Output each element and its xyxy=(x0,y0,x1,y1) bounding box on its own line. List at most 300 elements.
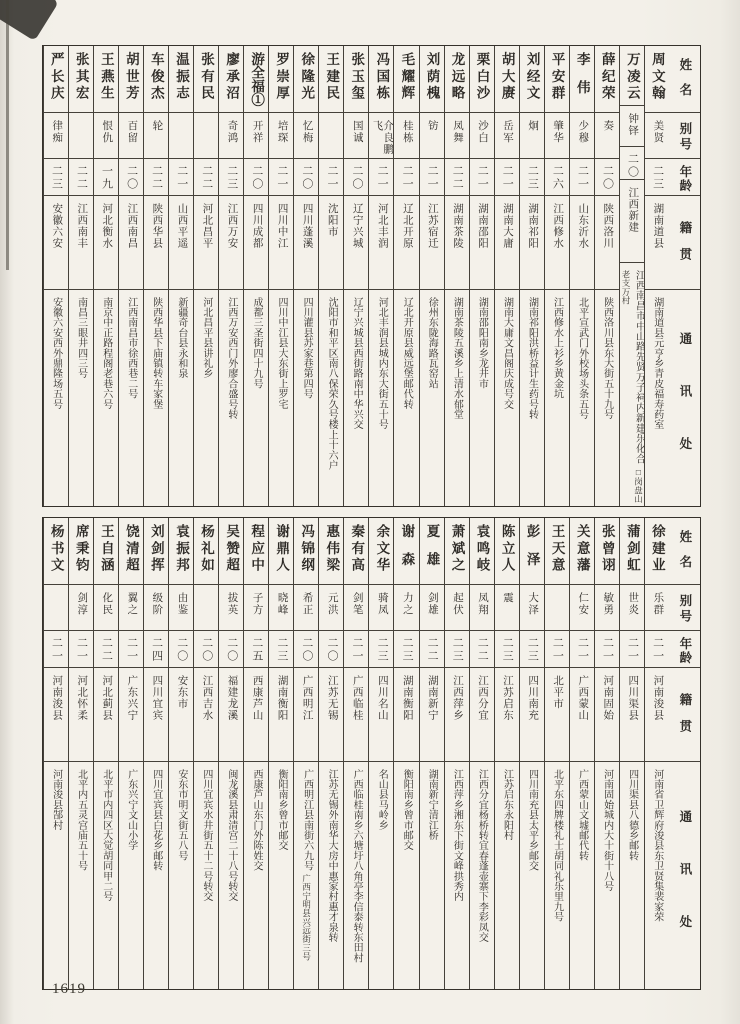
person-name xyxy=(119,518,143,584)
person-name xyxy=(595,518,619,584)
person-alias-text: 介良鹏飞 xyxy=(371,120,394,155)
person-alias xyxy=(520,112,544,158)
person-age xyxy=(169,630,193,667)
person-native-place-text: 西康芦山 xyxy=(251,675,263,721)
person-age-text: 二一 xyxy=(275,165,288,191)
person-native-place-text: 广西蒙山 xyxy=(577,675,589,721)
person-column xyxy=(318,518,343,989)
person-alias xyxy=(369,112,393,158)
person-address-text: 四川中江县大东街上罗宅 xyxy=(276,297,288,410)
person-native-place xyxy=(44,195,68,289)
person-address-text: 徐州东陇海路瓦窑站 xyxy=(426,297,438,389)
person-native-place-text: 湖南茶陵 xyxy=(451,203,463,249)
person-column xyxy=(494,46,519,506)
person-age-text: 二三 xyxy=(376,637,389,663)
person-native-place xyxy=(294,195,318,289)
person-column xyxy=(343,518,368,989)
person-alias xyxy=(219,584,243,630)
person-alias xyxy=(69,584,93,630)
table-header-column xyxy=(669,46,700,506)
person-column xyxy=(168,46,193,506)
person-alias xyxy=(495,584,519,630)
person-alias xyxy=(294,112,318,158)
person-native-place xyxy=(269,667,293,761)
person-address-text: 湖南新宁清江桥 xyxy=(426,769,438,841)
person-native-place-text: 河北昌平 xyxy=(201,203,213,249)
person-address-text: 陕西洛川县东大街五十九号 xyxy=(601,297,613,420)
person-name-text: 温振志 xyxy=(173,52,189,103)
person-column xyxy=(243,46,268,506)
person-age-text: 二二 xyxy=(100,637,113,663)
person-name-text: 谢森 xyxy=(399,524,415,581)
person-age-text: 二一 xyxy=(376,165,389,191)
person-alias xyxy=(44,112,68,158)
person-native-place-text: 河南固始 xyxy=(602,675,614,721)
person-alias xyxy=(420,112,444,158)
person-age xyxy=(344,158,368,195)
person-name xyxy=(69,46,93,112)
person-column xyxy=(143,518,168,989)
person-name-text: 杨书文 xyxy=(48,524,64,575)
person-name xyxy=(94,46,118,112)
person-name xyxy=(470,518,494,584)
person-address xyxy=(645,289,669,506)
person-native-place-text: 河北蓟县 xyxy=(101,675,113,721)
person-native-place xyxy=(495,667,519,761)
person-age-text: 二一 xyxy=(576,165,589,191)
person-address xyxy=(369,289,393,506)
person-address xyxy=(144,289,168,506)
person-age xyxy=(219,158,243,195)
person-address-text: 北平东四牌楼礼士胡同礼乐里九号 xyxy=(551,769,563,922)
person-address xyxy=(269,289,293,506)
person-address xyxy=(495,289,519,506)
person-name xyxy=(144,518,168,584)
person-age xyxy=(645,630,669,667)
person-column xyxy=(594,518,619,989)
person-alias-text: 晓峰 xyxy=(276,592,288,616)
person-alias-text: 大泽 xyxy=(527,592,539,616)
person-age-text: 二一 xyxy=(551,637,564,663)
person-alias xyxy=(545,112,569,158)
person-age-text: 二〇 xyxy=(125,165,138,191)
person-address xyxy=(520,289,544,506)
person-native-place-text: 江苏启东 xyxy=(502,675,514,721)
person-name xyxy=(645,46,669,112)
person-native-place xyxy=(420,667,444,761)
person-native-place xyxy=(445,667,469,761)
person-column xyxy=(43,46,68,506)
person-column xyxy=(419,518,444,989)
person-address-text: 四川南充县太平乡邮交 xyxy=(526,769,538,871)
person-age-text: 二二 xyxy=(476,637,489,663)
person-native-place xyxy=(69,667,93,761)
person-name-text: 袁振邦 xyxy=(173,524,189,575)
person-native-place xyxy=(344,667,368,761)
person-native-place xyxy=(520,667,544,761)
person-name-text: 罗崇厚 xyxy=(274,52,290,103)
person-address-text: 广西临桂南乡六塘圩八角亭李信泰转东田村 xyxy=(351,769,363,963)
person-age xyxy=(244,630,268,667)
person-alias xyxy=(169,584,193,630)
person-age-text: 二二 xyxy=(451,165,464,191)
person-alias-text: 少穆 xyxy=(577,120,589,144)
person-age xyxy=(369,630,393,667)
person-address xyxy=(144,761,168,989)
person-address-text: 安东市明文街五八号 xyxy=(175,769,187,861)
person-alias xyxy=(169,112,193,158)
person-address-text: 江西萍乡湘东下街文峰拱秀内 xyxy=(451,769,463,902)
header-age: 年龄 xyxy=(669,630,700,667)
person-name-text: 刘荫槐 xyxy=(424,52,440,103)
person-native-place-text: 江西万安 xyxy=(226,203,238,249)
person-age xyxy=(570,630,594,667)
person-address xyxy=(269,761,293,989)
person-alias xyxy=(119,584,143,630)
person-name xyxy=(570,46,594,112)
person-address-text: 闽龙溪县肃清宫二十八号转交 xyxy=(225,769,237,902)
person-alias xyxy=(570,112,594,158)
person-age-text: 二〇 xyxy=(601,165,614,191)
person-name-text: 谢鼎人 xyxy=(274,524,290,575)
person-name xyxy=(194,46,218,112)
person-address-secondary: □岗盘山老支万村 xyxy=(620,270,644,504)
person-name xyxy=(319,46,343,112)
person-age-text: 二三 xyxy=(501,637,514,663)
person-column xyxy=(68,518,93,989)
person-address-text: 湖南祁阳洪桥益计生药号转 xyxy=(526,297,538,420)
person-age xyxy=(319,158,343,195)
header-name: 姓名 xyxy=(677,530,692,580)
person-address-text: 西康芦山东门外陈姓交 xyxy=(250,769,262,871)
person-alias-text: 元洪 xyxy=(326,592,338,616)
person-address xyxy=(319,289,343,506)
person-age-text: 二一 xyxy=(626,637,639,663)
person-name xyxy=(144,46,168,112)
person-column xyxy=(268,518,293,989)
person-age xyxy=(470,158,494,195)
person-name xyxy=(620,46,644,105)
person-name-text: 席秉钧 xyxy=(73,524,89,575)
person-name xyxy=(319,518,343,584)
person-age-text: 二一 xyxy=(501,165,514,191)
person-address xyxy=(119,761,143,989)
person-age xyxy=(244,158,268,195)
person-alias xyxy=(244,584,268,630)
person-address-text: 江西南昌市徐西巷二号 xyxy=(125,297,137,399)
person-alias xyxy=(69,112,93,158)
person-alias-text: 百留 xyxy=(126,120,138,144)
person-age-text: 二一 xyxy=(426,165,439,191)
person-alias xyxy=(570,584,594,630)
person-name-text: 余文华 xyxy=(374,524,390,575)
person-name xyxy=(369,46,393,112)
person-native-place-text: 四川名山 xyxy=(376,675,388,721)
person-native-place-text: 陕西洛川 xyxy=(602,203,614,249)
person-alias xyxy=(595,584,619,630)
person-native-place xyxy=(169,195,193,289)
person-address-text: 陕西华县下庙镇转车家堡 xyxy=(150,297,162,410)
person-native-place xyxy=(219,195,243,289)
person-column xyxy=(519,518,544,989)
person-age-text: 二〇 xyxy=(250,165,263,191)
person-name-text: 惠伟梁 xyxy=(324,524,340,575)
person-age xyxy=(44,630,68,667)
person-name xyxy=(219,46,243,112)
person-name xyxy=(445,46,469,112)
person-column xyxy=(519,46,544,506)
person-age xyxy=(520,630,544,667)
person-native-place-text: 四川蓬溪 xyxy=(301,203,313,249)
person-native-place-text: 安徽六安 xyxy=(51,203,63,249)
person-address xyxy=(545,289,569,506)
person-native-place-text: 辽北开原 xyxy=(401,203,413,249)
person-alias xyxy=(394,112,418,158)
person-address-text: 四川渠县八德乡邮转 xyxy=(626,769,638,861)
person-name-text: 王燕生 xyxy=(98,52,114,103)
person-native-place xyxy=(645,195,669,289)
person-age xyxy=(69,158,93,195)
person-alias-text: 震 xyxy=(502,592,514,604)
person-alias xyxy=(445,584,469,630)
person-alias xyxy=(645,584,669,630)
person-age-text: 二一 xyxy=(50,637,63,663)
person-native-place xyxy=(119,195,143,289)
person-name-text: 徐隆光 xyxy=(299,52,315,103)
person-native-place-text: 湖南邵阳 xyxy=(477,203,488,249)
person-native-place-text: 北平市 xyxy=(552,675,564,710)
person-address xyxy=(394,289,418,506)
person-age-text: 二六 xyxy=(551,165,564,191)
person-age xyxy=(595,630,619,667)
person-address xyxy=(94,761,118,989)
person-native-place xyxy=(194,667,218,761)
header-name: 姓名 xyxy=(677,58,692,108)
person-age-text: 二二 xyxy=(426,637,439,663)
person-native-place xyxy=(244,667,268,761)
person-name-text: 吴赞超 xyxy=(224,524,240,575)
person-address-text: 广西明江县南街六九号广西宁明县兴远街三号 xyxy=(301,769,313,961)
person-age-text: 一九 xyxy=(100,165,113,191)
person-address-text: 河北丰润县城内东大街五十号 xyxy=(376,297,388,430)
person-address-text: 南昌三眼井四三号 xyxy=(75,297,87,379)
person-column xyxy=(393,518,418,989)
person-age xyxy=(620,630,644,667)
header-alias: 别号 xyxy=(669,584,700,630)
person-name xyxy=(269,46,293,112)
person-address xyxy=(169,289,193,506)
person-native-place-text: 湖南新宁 xyxy=(426,675,438,721)
person-column xyxy=(293,46,318,506)
person-age-text: 二〇 xyxy=(351,165,364,191)
person-column xyxy=(343,46,368,506)
header-native: 籍贯 xyxy=(669,667,700,761)
person-name xyxy=(570,518,594,584)
person-native-place xyxy=(144,667,168,761)
person-age-text: 二三 xyxy=(401,637,414,663)
person-address-text: 新疆奇台县永和泉 xyxy=(175,297,187,379)
person-native-place xyxy=(470,667,494,761)
person-age xyxy=(595,158,619,195)
person-age-text: 二一 xyxy=(401,165,414,191)
person-alias xyxy=(144,584,168,630)
person-age-text: 二四 xyxy=(150,637,163,663)
person-native-place-text: 江苏宿迁 xyxy=(426,203,438,249)
person-address xyxy=(520,761,544,989)
person-native-place-text: 河北衡水 xyxy=(101,203,113,249)
person-native-place-text: 湖南道县 xyxy=(652,203,664,249)
person-address-text: 湖南大庸文昌阁庆成号交 xyxy=(501,297,513,410)
person-name-text: 平安群 xyxy=(549,52,565,103)
person-age-text: 二一 xyxy=(476,165,489,191)
person-column xyxy=(193,518,218,989)
person-native-place-text: 四川中江 xyxy=(276,203,288,249)
person-native-place xyxy=(244,195,268,289)
person-age xyxy=(369,158,393,195)
person-age xyxy=(169,158,193,195)
person-alias xyxy=(269,584,293,630)
person-name-text: 张玉玺 xyxy=(349,52,365,103)
person-alias-text: 国诚 xyxy=(351,120,363,144)
person-name xyxy=(545,518,569,584)
person-native-place xyxy=(294,667,318,761)
person-name xyxy=(369,518,393,584)
person-alias xyxy=(344,584,368,630)
person-native-place xyxy=(420,195,444,289)
person-age xyxy=(144,630,168,667)
person-column xyxy=(619,518,644,989)
person-native-place-text: 河南浚县 xyxy=(652,675,664,721)
person-name xyxy=(44,46,68,112)
header-native: 籍贯 xyxy=(669,195,700,289)
person-name xyxy=(595,46,619,112)
person-column xyxy=(544,46,569,506)
person-column xyxy=(368,518,393,989)
person-age-text: 二一 xyxy=(601,637,614,663)
person-age-text: 二三 xyxy=(651,165,664,191)
person-address xyxy=(44,761,68,989)
person-native-place-text: 河北怀柔 xyxy=(76,675,88,721)
person-address xyxy=(570,289,594,506)
person-age-text: 二〇 xyxy=(325,637,338,663)
person-name-text: 张有民 xyxy=(199,52,215,103)
person-column xyxy=(569,46,594,506)
person-native-place xyxy=(520,195,544,289)
person-age xyxy=(194,158,218,195)
person-age xyxy=(445,630,469,667)
person-address-text: 广西蒙山文墟邮代转 xyxy=(576,769,588,861)
person-column xyxy=(243,518,268,989)
person-address xyxy=(244,289,268,506)
person-address xyxy=(445,761,469,989)
person-age xyxy=(495,630,519,667)
person-name xyxy=(294,518,318,584)
person-alias-text: 翼之 xyxy=(126,592,138,616)
person-address-text: 江西修水上衫乡黄金坑 xyxy=(551,297,563,399)
person-address-text: 河南浚县郜村 xyxy=(50,769,62,831)
person-address xyxy=(595,289,619,506)
person-age-text: 二三 xyxy=(275,637,288,663)
person-age xyxy=(69,630,93,667)
person-address xyxy=(645,761,669,989)
person-address-text: 江苏无锡外南华大房中惠家村惠才泉转 xyxy=(326,769,338,943)
person-native-place-text: 安东市 xyxy=(176,675,188,710)
person-address xyxy=(470,289,494,506)
person-address xyxy=(394,761,418,989)
person-native-place xyxy=(344,195,368,289)
person-age xyxy=(294,158,318,195)
person-native-place xyxy=(570,667,594,761)
person-native-place-text: 河北丰润 xyxy=(376,203,388,249)
person-address xyxy=(319,761,343,989)
person-address-text: 沈阳市和平区南八保荣久号楼上十六户 xyxy=(326,297,338,471)
person-name xyxy=(219,518,243,584)
person-alias xyxy=(445,112,469,158)
person-age-text: 二〇 xyxy=(626,152,639,179)
header-alias: 别号 xyxy=(669,112,700,158)
person-name-text: 王天意 xyxy=(549,524,565,575)
person-name xyxy=(94,518,118,584)
person-native-place xyxy=(94,667,118,761)
person-address-text: 湖南道县元亨乡青皮福寿药室 xyxy=(651,297,663,430)
person-address-text: 江苏启东永阳村 xyxy=(501,769,513,841)
person-name xyxy=(294,46,318,112)
person-address-text: 江西南昌市中山路先贤万子祠内新建乐化合□岗盘山老支万村 xyxy=(620,270,644,504)
person-address xyxy=(44,289,68,506)
person-alias-text: 仁安 xyxy=(577,592,589,616)
person-alias-text: 律痴 xyxy=(51,120,63,144)
person-column xyxy=(218,518,243,989)
person-name xyxy=(620,518,644,584)
person-alias-text: 培琛 xyxy=(276,120,288,144)
person-column xyxy=(193,46,218,506)
person-name-text: 彭泽 xyxy=(524,524,540,581)
person-address xyxy=(194,289,218,506)
person-alias xyxy=(319,112,343,158)
person-name-text: 胡大赓 xyxy=(499,52,515,103)
person-address-secondary: 广西宁明县兴远街三号 xyxy=(301,874,312,961)
person-name xyxy=(344,518,368,584)
person-age xyxy=(269,630,293,667)
person-alias-text: 岳军 xyxy=(502,120,514,144)
person-age-text: 二三 xyxy=(451,637,464,663)
person-name-text: 杨礼如 xyxy=(199,524,215,575)
person-alias-text: 起伏 xyxy=(451,592,463,616)
person-address xyxy=(69,761,93,989)
person-alias xyxy=(269,112,293,158)
person-address-text: 南京中正路程阁老巷六号 xyxy=(100,297,112,410)
person-name-text: 饶清超 xyxy=(123,524,139,575)
person-native-place xyxy=(495,195,519,289)
person-native-place-text: 江西修水 xyxy=(552,203,564,249)
person-name-text: 袁鸣岐 xyxy=(474,524,490,575)
person-alias xyxy=(319,584,343,630)
person-name-text: 李伟 xyxy=(574,52,590,109)
person-address xyxy=(219,289,243,506)
person-name xyxy=(119,46,143,112)
person-column xyxy=(168,518,193,989)
person-column xyxy=(118,518,143,989)
person-address-text: 河北昌平县讲礼乡 xyxy=(200,297,212,379)
person-name-text: 刘经文 xyxy=(524,52,540,103)
person-name xyxy=(244,518,268,584)
person-alias xyxy=(194,584,218,630)
person-column xyxy=(43,518,68,989)
person-name-text: 廖承沼 xyxy=(224,52,240,103)
person-native-place xyxy=(620,179,644,262)
person-address-text: 江西万安西门外廖合盛号转 xyxy=(225,297,237,420)
person-age-text: 二一 xyxy=(576,637,589,663)
